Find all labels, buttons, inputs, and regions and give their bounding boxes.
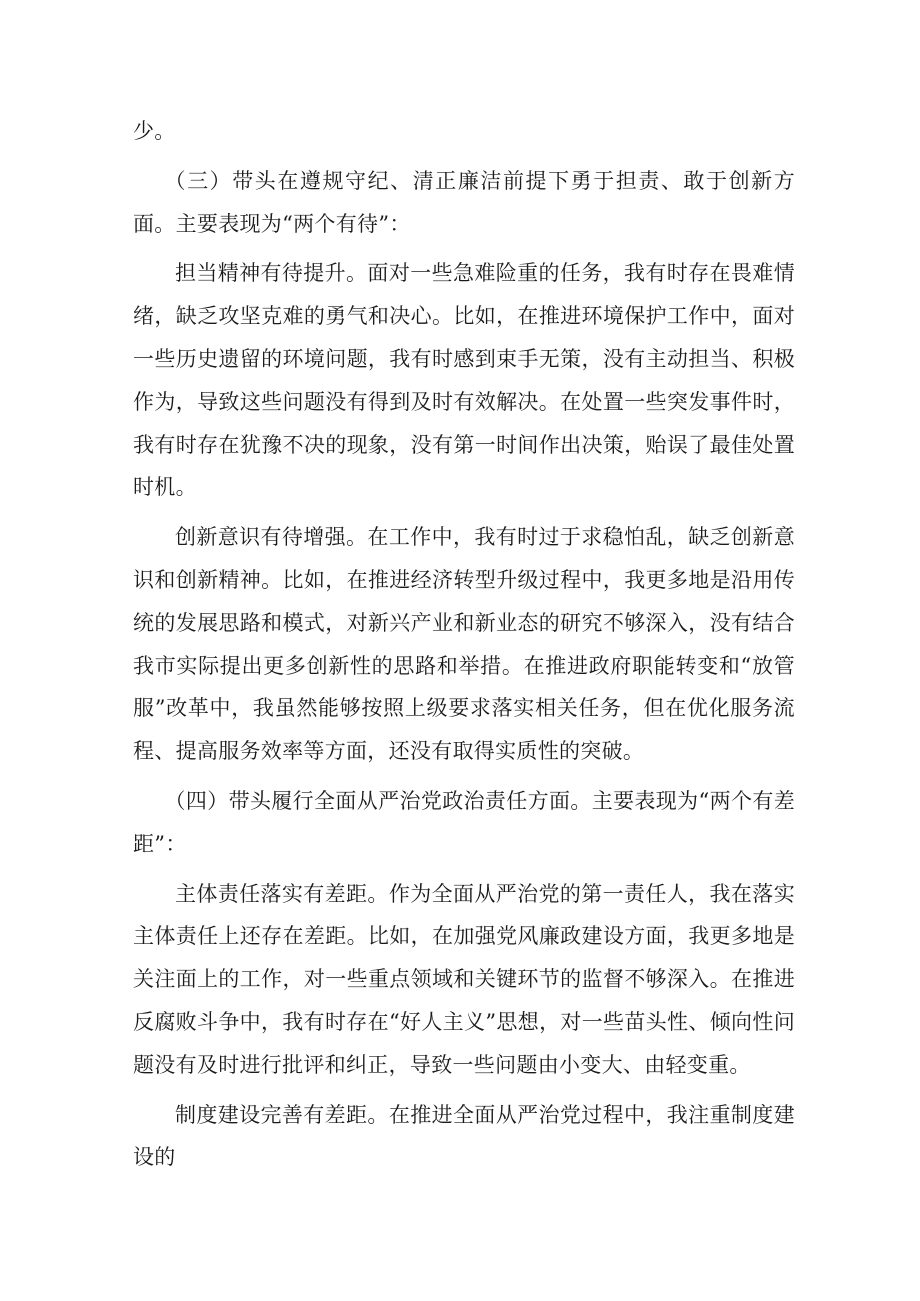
paragraph-main-responsibility: 主体责任落实有差距。作为全面从严治党的第一责任人，我在落实主体责任上还存在差距。比如，在加强党风廉政建设方面，我更多地是关注面上的工作，对一些重点领域和关键环节的监督不够深入。在推进反腐败斗争中，我有时存在“好人主义”思想，对一些苗头性、倾向性问题没有及时进行批评和纠正，导致一些问题由小变大、由轻变重。 [133, 881, 795, 1077]
section-heading-three: （三）带头在遵规守纪、清正廉洁前提下勇于担责、敢于创新方面。主要表现为“两个有待”： [133, 168, 795, 236]
paragraph-innovation: 创新意识有待增强。在工作中，我有时过于求稳怕乱，缺乏创新意识和创新精神。比如，在推进经济转型升级过程中，我更多地是沿用传统的发展思路和模式，对新兴产业和新业态的研究不够深入，没有结合我市实际提出更多创新性的思路和举措。在推进政府职能转变和“放管服”改革中，我虽然能够按照上级要求落实相关任务，但在优化服务流程、提高服务效率等方面，还没有取得实质性的突破。 [133, 525, 795, 764]
section-heading-four: （四）带头履行全面从严治党政治责任方面。主要表现为“两个有差距”： [133, 788, 795, 856]
document-body [133, 110, 795, 1179]
paragraph-continuation: 少。 [133, 119, 176, 143]
paragraph-system-building: 制度建设完善有差距。在推进全面从严治党过程中，我注重制度建设的 [133, 1102, 795, 1170]
paragraph-responsibility: 担当精神有待提升。面对一些急难险重的任务，我有时存在畏难情绪，缺乏攻坚克难的勇气和决心。比如，在推进环境保护工作中，面对一些历史遗留的环境问题，我有时感到束手无策，没有主动担当、积极作为，导致这些问题没有得到及时有效解决。在处置一些突发事件时，我有时存在犹豫不决的现象，没有第一时间作出决策，贻误了最佳处置时机。 [133, 261, 795, 500]
